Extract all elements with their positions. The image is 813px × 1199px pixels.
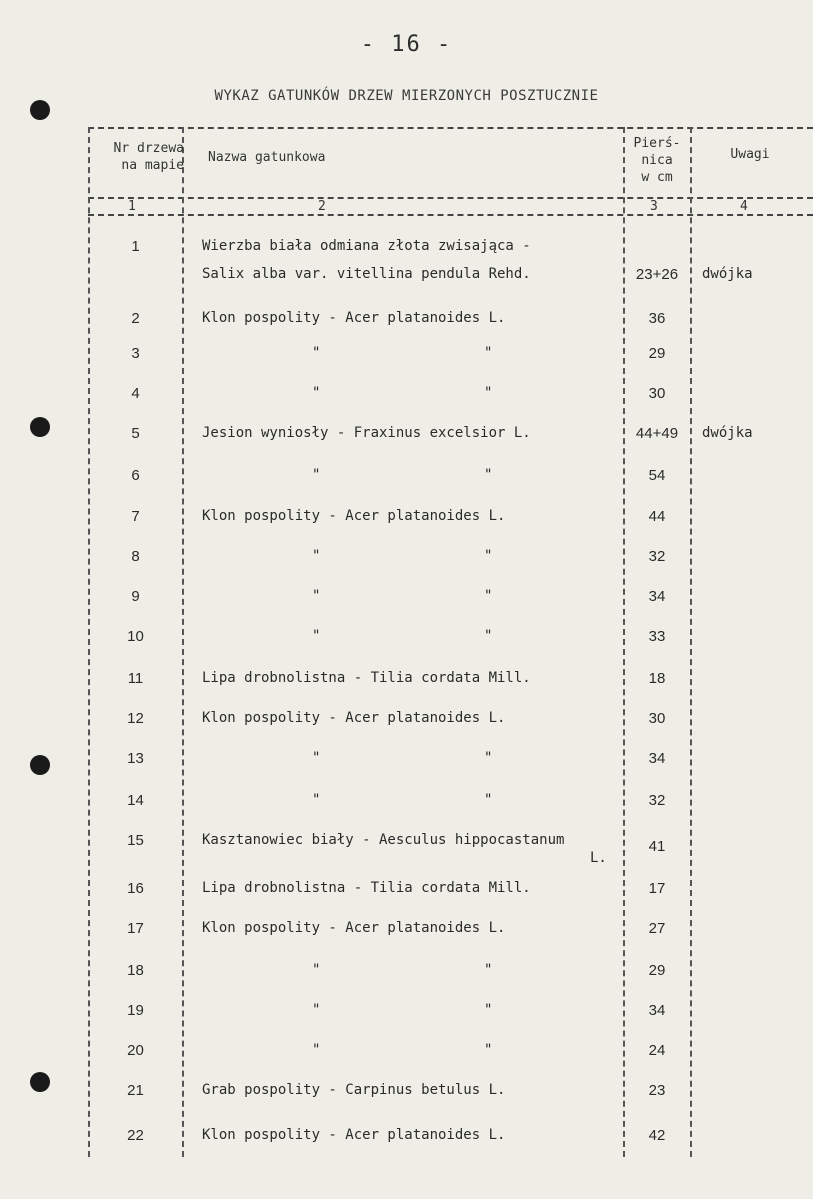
tree-number: 9	[131, 588, 140, 605]
document-title: WYKAZ GATUNKÓW DRZEW MIERZONYCH POSZTUCZNIE	[214, 88, 599, 104]
circumference-value: 18	[648, 670, 666, 687]
punch-hole-icon	[30, 417, 50, 437]
species-name: Klon pospolity - Acer platanoides L.	[202, 920, 506, 936]
tree-number: 5	[131, 425, 140, 442]
ditto-mark: "	[484, 548, 493, 564]
column-number: 2	[318, 199, 326, 214]
ditto-mark: "	[312, 628, 321, 644]
tree-number: 20	[127, 1042, 144, 1059]
circumference-value: 23+26	[635, 266, 679, 283]
ditto-mark: "	[312, 385, 321, 401]
tree-number: 14	[127, 792, 144, 809]
tree-number: 12	[127, 710, 144, 727]
ditto-mark: "	[484, 750, 493, 766]
column-number: 4	[740, 199, 748, 214]
ditto-mark: "	[312, 588, 321, 604]
tree-number: 15	[127, 832, 144, 849]
circumference-value: 54	[648, 467, 666, 484]
remark: dwójka	[702, 266, 753, 282]
species-name: Klon pospolity - Acer platanoides L.	[202, 1127, 506, 1143]
species-name: Grab pospolity - Carpinus betulus L.	[202, 1082, 506, 1098]
tree-number: 11	[127, 670, 144, 687]
species-name: Kasztanowiec biały - Aesculus hippocastanum	[202, 832, 565, 848]
punch-hole-icon	[30, 755, 50, 775]
column-divider	[623, 127, 625, 1157]
circumference-value: 33	[648, 628, 666, 645]
circumference-value: 23	[648, 1082, 666, 1099]
circumference-value: 30	[648, 710, 666, 727]
circumference-value: 44+49	[635, 425, 679, 442]
species-name: L.	[590, 850, 607, 866]
circumference-value: 32	[648, 548, 666, 565]
ditto-mark: "	[312, 345, 321, 361]
tree-number: 13	[127, 750, 144, 767]
ditto-mark: "	[484, 792, 493, 808]
punch-hole-icon	[30, 1072, 50, 1092]
species-name: Salix alba var. vitellina pendula Rehd.	[202, 266, 531, 282]
circumference-value: 29	[648, 962, 666, 979]
header-species-name: Nazwa gatunkowa	[208, 150, 326, 165]
tree-number: 10	[127, 628, 144, 645]
tree-number: 8	[131, 548, 140, 565]
ditto-mark: "	[484, 588, 493, 604]
ditto-mark: "	[484, 1042, 493, 1058]
header-tree-number: Nr drzewa na mapie	[113, 141, 184, 173]
circumference-value: 34	[648, 588, 666, 605]
tree-number: 21	[127, 1082, 144, 1099]
circumference-value: 42	[648, 1127, 666, 1144]
species-name: Wierzba biała odmiana złota zwisająca -	[202, 238, 531, 254]
species-name: Lipa drobnolistna - Tilia cordata Mill.	[202, 670, 531, 686]
circumference-value: 34	[648, 1002, 666, 1019]
ditto-mark: "	[312, 548, 321, 564]
page-number: - 16 -	[360, 32, 453, 57]
ditto-mark: "	[484, 1002, 493, 1018]
tree-number: 2	[131, 310, 140, 327]
tree-number: 18	[127, 962, 144, 979]
ditto-mark: "	[312, 1002, 321, 1018]
tree-number: 17	[127, 920, 144, 937]
tree-number: 19	[127, 1002, 144, 1019]
remark: dwójka	[702, 425, 753, 441]
ditto-mark: "	[312, 1042, 321, 1058]
circumference-value: 44	[648, 508, 666, 525]
circumference-value: 17	[648, 880, 666, 897]
table-top-border	[88, 127, 813, 129]
ditto-mark: "	[484, 628, 493, 644]
circumference-value: 34	[648, 750, 666, 767]
tree-number: 22	[127, 1127, 144, 1144]
tree-number: 3	[131, 345, 140, 362]
species-name: Klon pospolity - Acer platanoides L.	[202, 710, 506, 726]
ditto-mark: "	[484, 467, 493, 483]
ditto-mark: "	[312, 467, 321, 483]
column-number: 3	[650, 199, 658, 214]
header-remarks: Uwagi	[730, 147, 770, 162]
ditto-mark: "	[312, 962, 321, 978]
circumference-value: 32	[648, 792, 666, 809]
ditto-mark: "	[484, 962, 493, 978]
tree-number: 6	[131, 467, 140, 484]
species-name: Lipa drobnolistna - Tilia cordata Mill.	[202, 880, 531, 896]
tree-number: 16	[127, 880, 144, 897]
circumference-value: 24	[648, 1042, 666, 1059]
species-name: Jesion wyniosły - Fraxinus excelsior L.	[202, 425, 531, 441]
species-name: Klon pospolity - Acer platanoides L.	[202, 508, 506, 524]
column-divider	[690, 127, 692, 1157]
species-name: Klon pospolity - Acer platanoides L.	[202, 310, 506, 326]
header-circumference: Pierś- nica w cm	[633, 136, 681, 185]
column-number: 1	[128, 199, 136, 214]
ditto-mark: "	[484, 385, 493, 401]
ditto-mark: "	[484, 345, 493, 361]
circumference-value: 41	[648, 838, 666, 855]
circumference-value: 36	[648, 310, 666, 327]
column-number-divider	[88, 214, 813, 216]
ditto-mark: "	[312, 792, 321, 808]
tree-number: 4	[131, 385, 140, 402]
tree-number: 1	[131, 238, 140, 255]
circumference-value: 30	[648, 385, 666, 402]
circumference-value: 29	[648, 345, 666, 362]
punch-hole-icon	[30, 100, 50, 120]
tree-number: 7	[131, 508, 140, 525]
circumference-value: 27	[648, 920, 666, 937]
ditto-mark: "	[312, 750, 321, 766]
header-divider	[88, 197, 813, 199]
